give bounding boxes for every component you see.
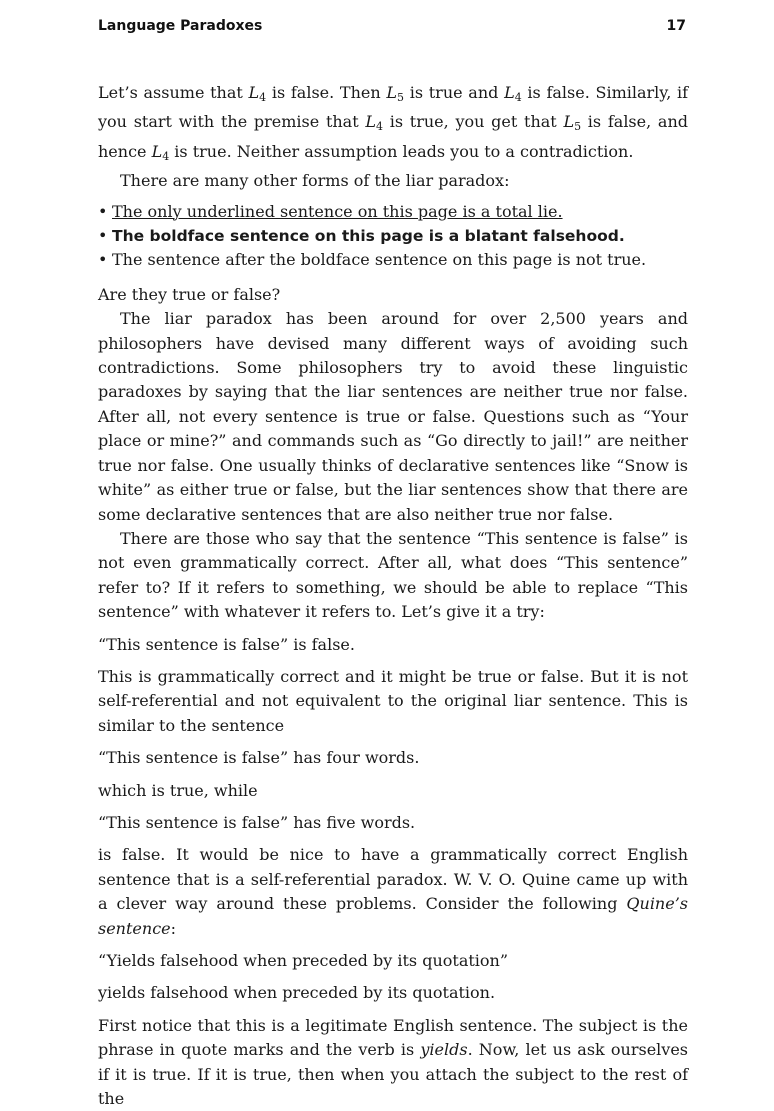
- page-body: [98, 81, 688, 1111]
- quine-sentence-subject: “Yields falsehood when preceded by its quotation”: [98, 951, 509, 970]
- variable-l4: $L_4$: [151, 141, 170, 163]
- text-run: is true and: [404, 83, 505, 102]
- quine-sentence-predicate: yields falsehood when preceded by its quotation.: [98, 983, 496, 1003]
- plain-sentence: The sentence after the boldface sentence on this page is not true.: [112, 250, 647, 270]
- example-sentence-1: “This sentence is false” is false.: [98, 634, 355, 654]
- paragraph-1: [98, 81, 688, 169]
- example-sentence-2: “This sentence is false” has four words.: [98, 748, 420, 768]
- variable-l4: $L_4$: [504, 83, 522, 104]
- liar-sentence-list: [98, 200, 688, 273]
- list-item-plain: [98, 248, 688, 272]
- text-run: . Now, let us ask ourselves if it is true. If it is true, then when you attach the subject to the rest of the: [98, 1040, 688, 1109]
- paragraph-3: Are they true or false?: [98, 284, 281, 304]
- list-item-bold: [98, 224, 688, 248]
- text-run: is false. Then: [266, 83, 387, 102]
- quine-sentence-term: Quine’s sentence: [98, 894, 688, 938]
- text-run: :: [170, 918, 177, 938]
- paragraph-4: The liar paradox has been around for over 2,500 years and philosophers have devised many different ways of avoiding such contradictions. Some philosophers try to avoid these linguistic paradoxes by saying that the liar sentences are neither true nor false. After all, not every sentence is true or false. Questions such as “Your place or mine?” and commands such as “Go directly to jail!” are neither true nor false. One usually thinks of declarative sentences like “Snow is white” as either true or false, but the liar sentences show that there are some declarative sentences that are also neither true nor false.: [98, 309, 688, 524]
- text-run: is false. It would be nice to have a grammatically correct English sentence that is a self-referential paradox. W. V. O. Quine came up with a clever way around these problems. Consider the following: [98, 845, 688, 914]
- paragraph-6: This is grammatically correct and it might be true or false. But it is not self-referential and not equivalent to the original liar sentence. This is similar to the sentence: [98, 666, 688, 735]
- text-run: is true. Neither assumption leads you to a contradiction.: [169, 141, 634, 161]
- paragraph-2: There are many other forms of the liar paradox:: [120, 171, 510, 191]
- text-run: is true, you get that: [383, 112, 564, 132]
- text-run: Let’s assume that: [98, 83, 249, 102]
- text-run: is false. Similarly, if you start with the premise that: [98, 83, 689, 132]
- variable-l5: $L_5$: [386, 83, 405, 104]
- variable-l4: $L_4$: [365, 112, 383, 134]
- text-run: is false, and hence: [98, 112, 689, 161]
- page-number: 17: [666, 18, 686, 34]
- paragraph-8: [98, 843, 688, 941]
- variable-l4: $L_4$: [248, 83, 267, 104]
- underlined-sentence: The only underlined sentence on this page is a total lie.: [112, 201, 563, 221]
- list-item-underlined: [98, 200, 688, 224]
- text-run: First notice that this is a legitimate English sentence. The subject is the phrase in quote marks and the verb is: [98, 1015, 688, 1060]
- example-sentence-3: “This sentence is false” has five words.: [98, 812, 416, 832]
- chapter-title: Language Paradoxes: [98, 18, 263, 34]
- paragraph-5: There are those who say that the sentence “This sentence is false” is not even grammatically correct. After all, what does “This sentence” refer to? If it refers to something, we should be able to replace “This sentence” with whatever it refers to. Let’s give it a try:: [98, 528, 688, 622]
- verb-yields: yields: [420, 1040, 468, 1060]
- paragraph-7: which is true, while: [98, 780, 258, 800]
- paragraph-9: [98, 1014, 688, 1111]
- boldface-sentence: The boldface sentence on this page is a blatant falsehood.: [112, 227, 625, 246]
- variable-l5: $L_5$: [563, 112, 582, 134]
